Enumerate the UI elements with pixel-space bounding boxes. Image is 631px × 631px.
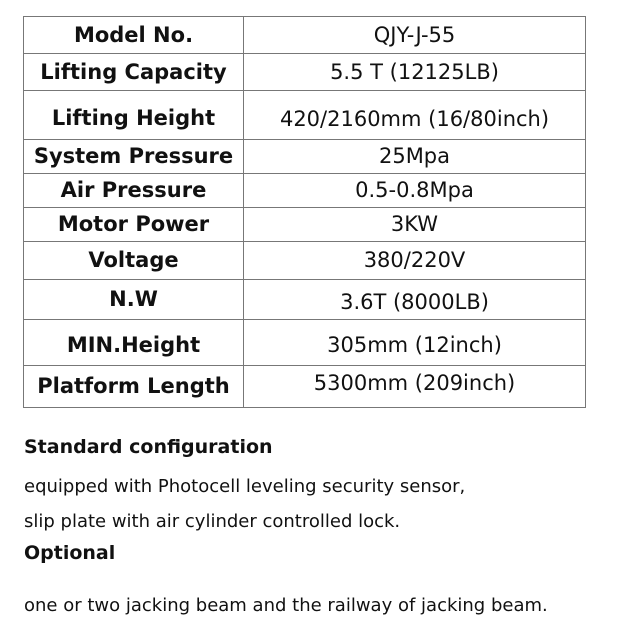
row-value-model: QJY-J-55 <box>244 17 586 54</box>
row-label-lifting-capacity: Lifting Capacity <box>24 54 244 91</box>
table-row <box>24 366 586 408</box>
table-row <box>24 320 586 366</box>
optional-line: one or two jacking beam and the railway of jacking beam. <box>24 595 548 616</box>
standard-config-line: equipped with Photocell leveling security sensor, <box>24 476 466 497</box>
optional-title: Optional <box>24 542 116 564</box>
table-row <box>24 54 586 91</box>
row-value-system-pressure: 25Mpa <box>244 140 586 174</box>
row-value-motor-power: 3KW <box>244 208 586 242</box>
table-row <box>24 174 586 208</box>
row-label-voltage: Voltage <box>24 242 244 280</box>
row-value-air-pressure: 0.5-0.8Mpa <box>244 174 586 208</box>
row-label-air-pressure: Air Pressure <box>24 174 244 208</box>
row-value-min-height: 305mm (12inch) <box>244 320 586 366</box>
row-value-lifting-height: 420/2160mm (16/80inch) <box>244 91 586 140</box>
table-row <box>24 140 586 174</box>
row-label-system-pressure: System Pressure <box>24 140 244 174</box>
table-row <box>24 242 586 280</box>
row-label-lifting-height: Lifting Height <box>24 91 244 140</box>
table-row <box>24 280 586 320</box>
row-value-lifting-capacity: 5.5 T (12125LB) <box>244 54 586 91</box>
row-label-platform-length: Platform Length <box>24 366 244 408</box>
row-value-platform-length: 5300mm (209inch) <box>244 366 586 408</box>
table-row <box>24 91 586 140</box>
row-label-model: Model No. <box>24 17 244 54</box>
row-label-min-height: MIN.Height <box>24 320 244 366</box>
table-row <box>24 208 586 242</box>
standard-config-line: slip plate with air cylinder controlled lock. <box>24 511 401 532</box>
row-value-voltage: 380/220V <box>244 242 586 280</box>
row-label-nw: N.W <box>24 280 244 320</box>
spec-table <box>23 16 586 408</box>
row-value-nw: 3.6T (8000LB) <box>244 280 586 320</box>
standard-config-title: Standard configuration <box>24 436 273 458</box>
table-row <box>24 17 586 54</box>
row-label-motor-power: Motor Power <box>24 208 244 242</box>
